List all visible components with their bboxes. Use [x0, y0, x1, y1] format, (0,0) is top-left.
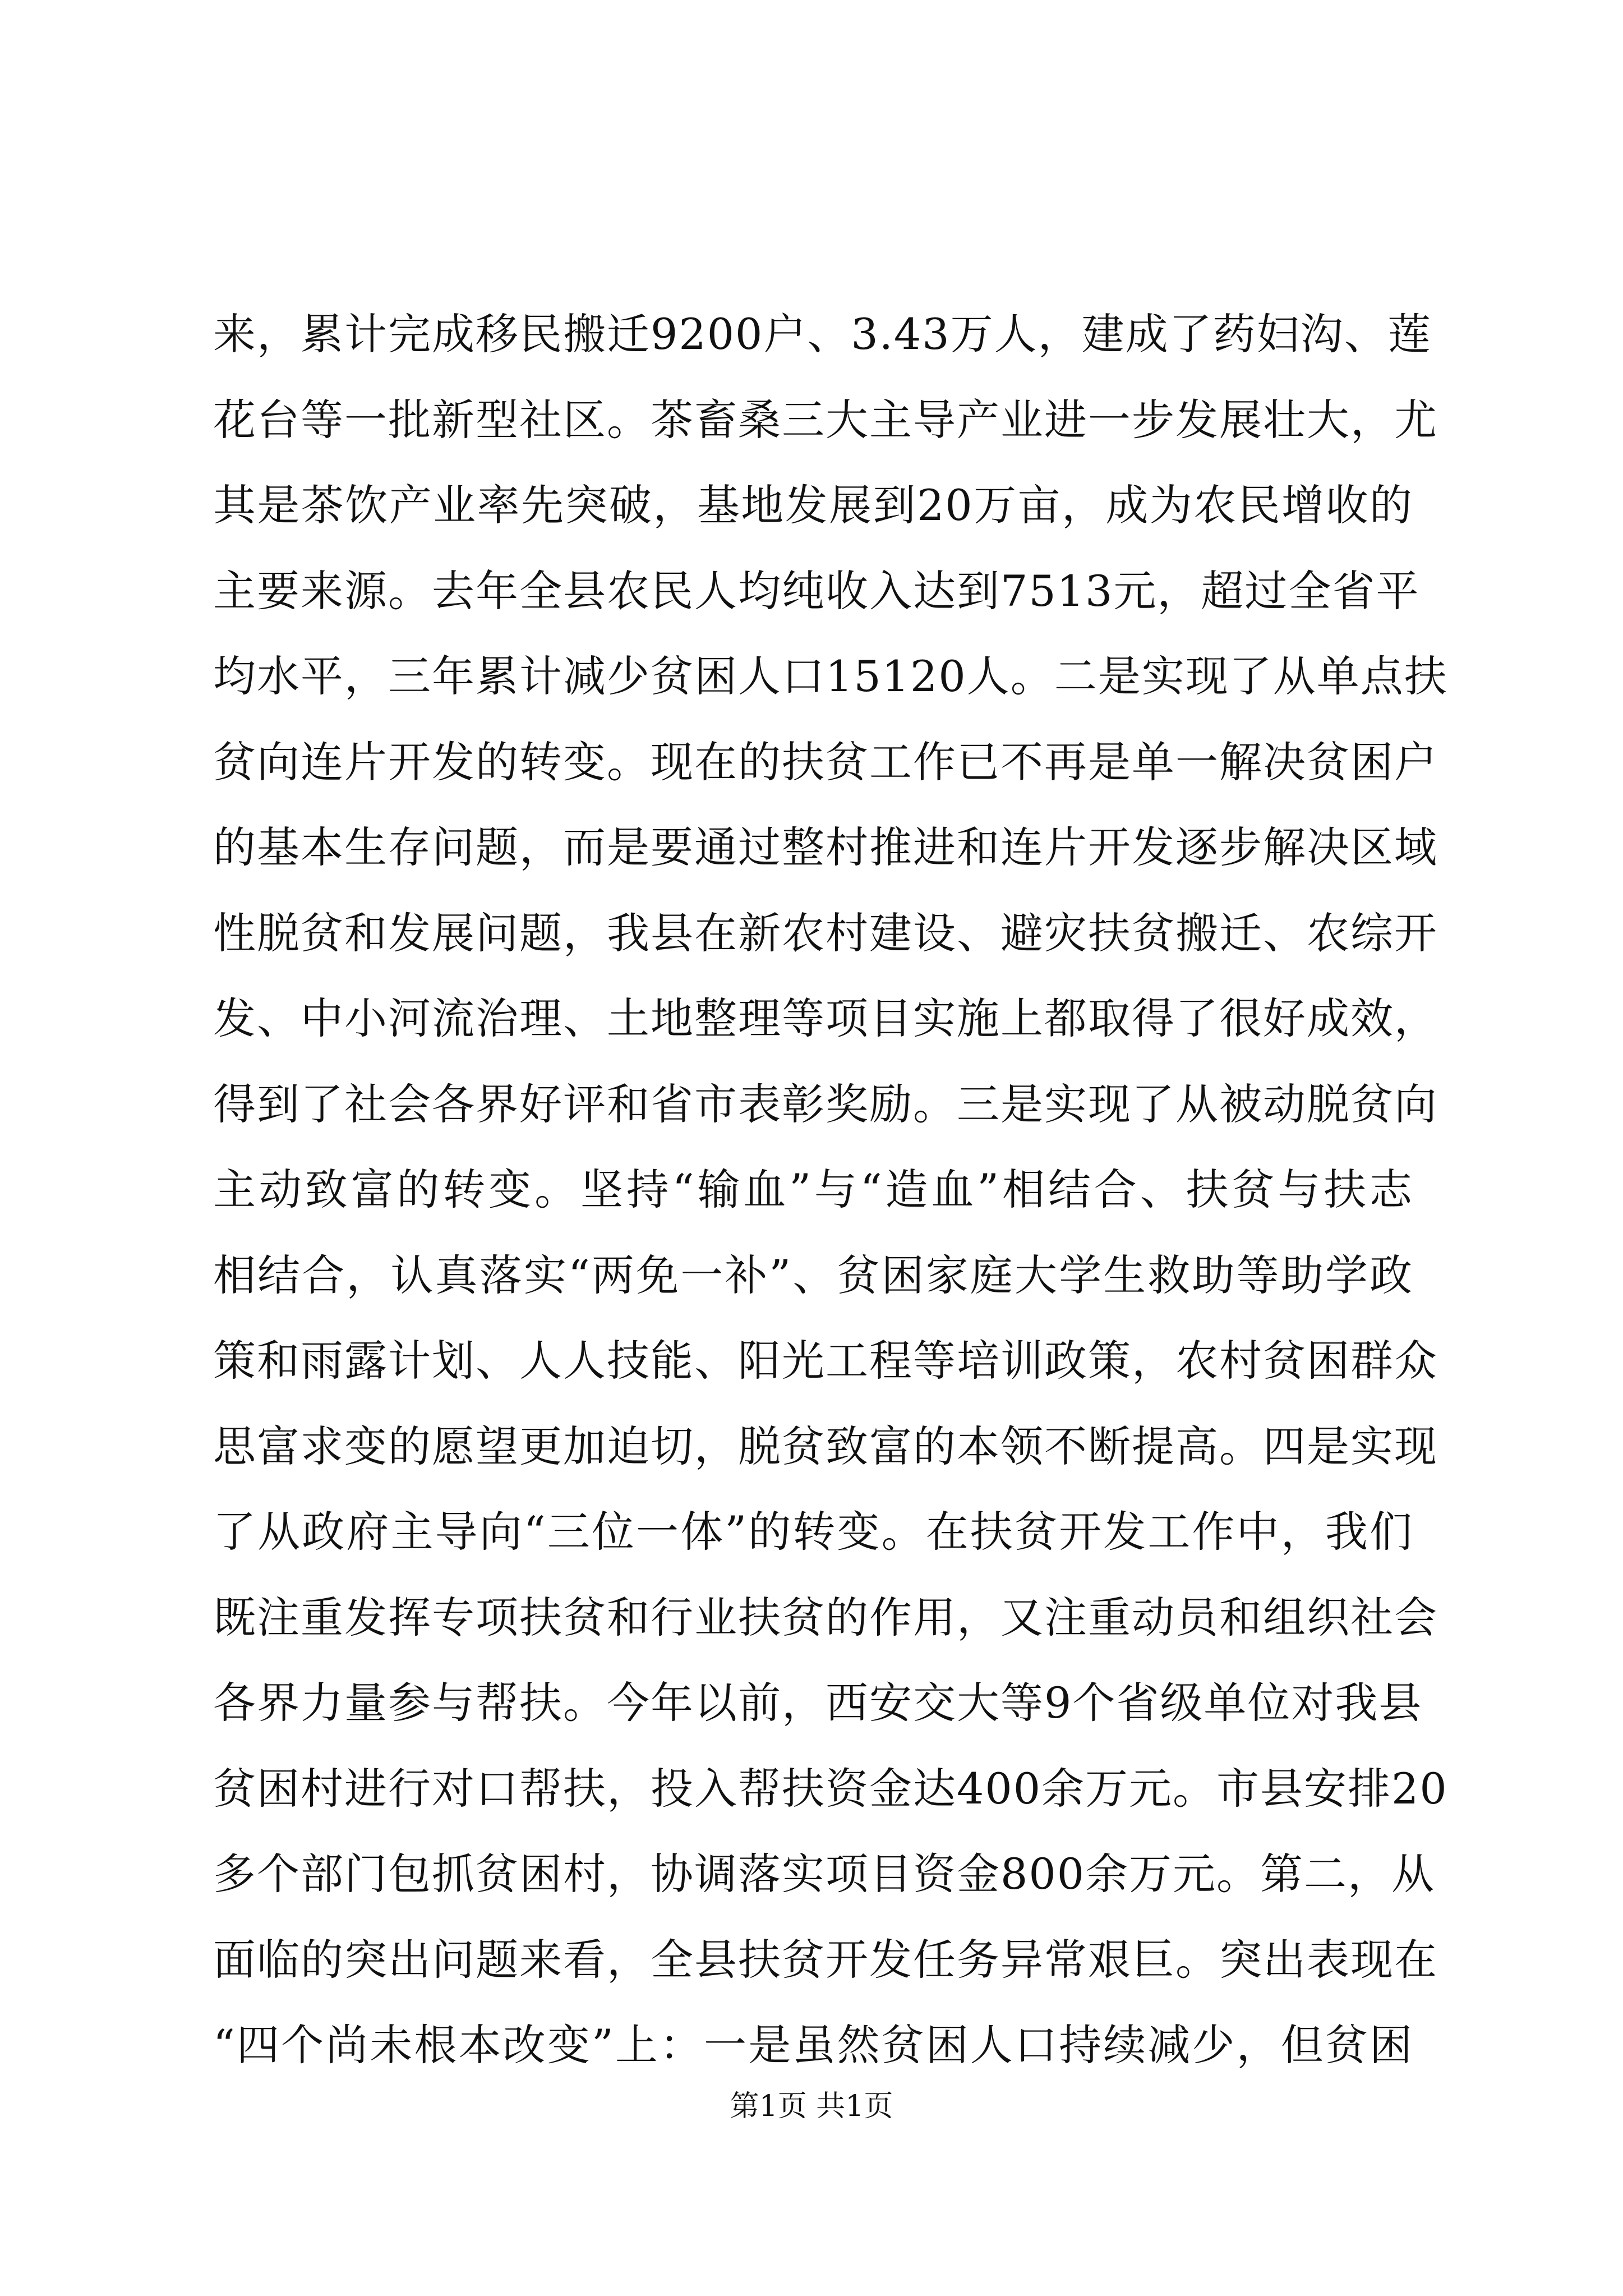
text-line: 多个部门包抓贫困村，协调落实项目资金800余万元。第二，从	[213, 1849, 1436, 1899]
page-number-label: 第1页 共1页	[730, 2090, 893, 2123]
text-line: 各界力量参与帮扶。今年以前，西安交大等9个省级单位对我县	[213, 1678, 1423, 1728]
text-line: 均水平，三年累计减少贫困人口15120人。二是实现了从单点扶	[213, 651, 1448, 701]
text-line: 了从政府主导向“三位一体”的转变。在扶贫开发工作中，我们	[213, 1507, 1413, 1557]
text-line: 思富求变的愿望更加迫切，脱贫致富的本领不断提高。四是实现	[213, 1421, 1438, 1471]
text-line: “四个尚未根本改变”上：一是虽然贫困人口持续减少，但贫困	[213, 2020, 1413, 2070]
text-line: 主要来源。去年全县农民人均纯收入达到7513元，超过全省平	[213, 565, 1420, 616]
text-line: 既注重发挥专项扶贫和行业扶贫的作用，又注重动员和组织社会	[213, 1592, 1438, 1642]
body-text	[213, 292, 1448, 2088]
text-line: 主动致富的转变。坚持“输血”与“造血”相结合、扶贫与扶志	[213, 1165, 1413, 1214]
page-footer	[0, 2087, 1623, 2126]
text-line: 贫困村进行对口帮扶，投入帮扶资金达400余万元。市县安排20	[213, 1763, 1448, 1814]
text-line: 发、中小河流治理、土地整理等项目实施上都取得了很好成效，	[213, 993, 1438, 1043]
text-line: 花台等一批新型社区。茶畜桑三大主导产业进一步发展壮大，尤	[213, 394, 1438, 445]
text-line: 性脱贫和发展问题，我县在新农村建设、避灾扶贫搬迁、农综开	[213, 908, 1438, 958]
text-line: 的基本生存问题，而是要通过整村推进和连片开发逐步解决区域	[213, 822, 1438, 872]
text-line: 策和雨露计划、人人技能、阳光工程等培训政策，农村贫困群众	[213, 1336, 1438, 1386]
text-line: 其是茶饮产业率先突破，基地发展到20万亩，成为农民增收的	[213, 480, 1413, 530]
text-line: 得到了社会各界好评和省市表彰奖励。三是实现了从被动脱贫向	[213, 1079, 1438, 1129]
text-line: 面临的突出问题来看，全县扶贫开发任务异常艰巨。突出表现在	[213, 1934, 1438, 1985]
text-line: 贫向连片开发的转变。现在的扶贫工作已不再是单一解决贫困户	[213, 737, 1438, 787]
text-line: 来，累计完成移民搬迁9200户、3.43万人，建成了药妇沟、莲	[213, 309, 1432, 359]
text-line: 相结合，认真落实“两免一补”、贫困家庭大学生救助等助学政	[213, 1250, 1413, 1300]
